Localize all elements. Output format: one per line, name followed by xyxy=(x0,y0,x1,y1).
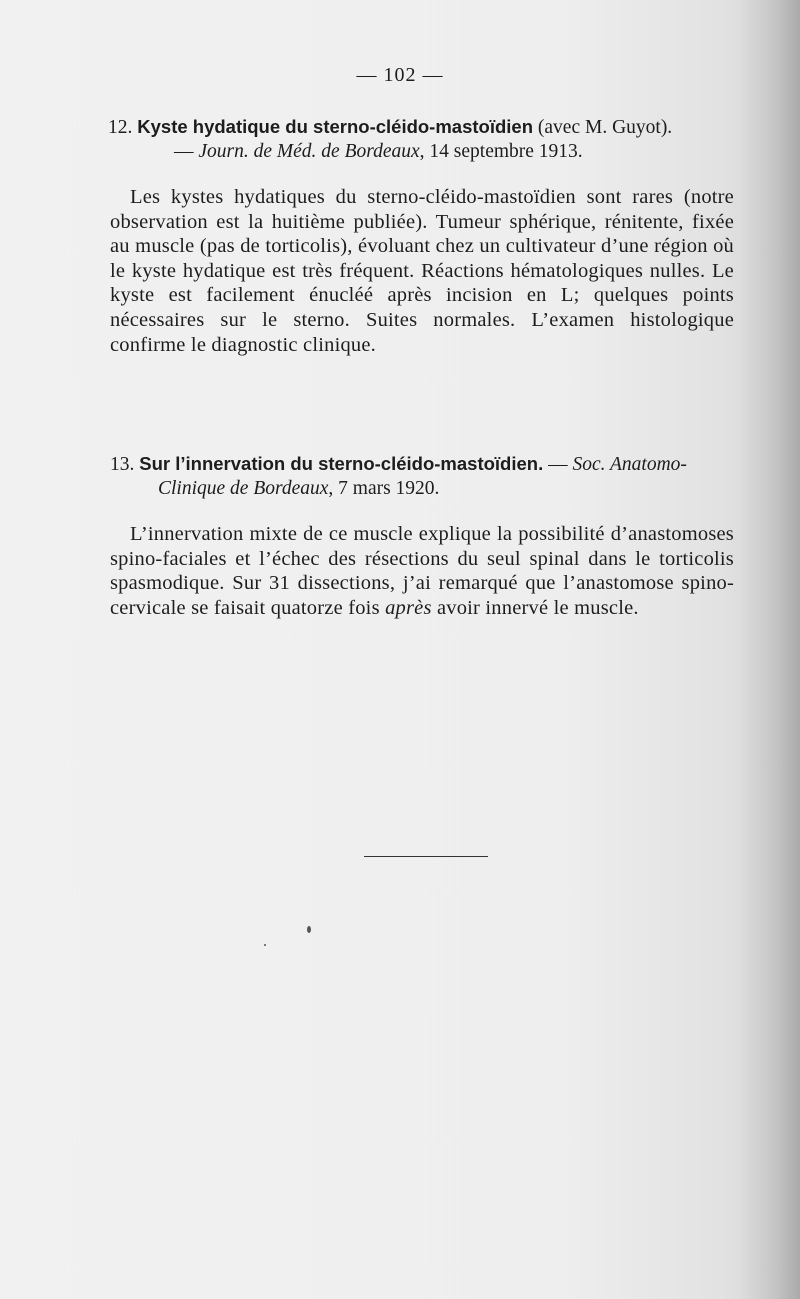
body-emphasis: après xyxy=(385,596,432,619)
entry-citation xyxy=(108,140,738,164)
paper-speck xyxy=(264,944,266,946)
entry-title: Sur l’innervation du sterno-cléido-mastoïdien. xyxy=(139,453,544,474)
page-number: — 102 — xyxy=(356,64,444,86)
citation-dash: — xyxy=(174,141,199,162)
entry-citation xyxy=(110,477,740,501)
entry-13-heading xyxy=(110,452,740,501)
body-text-part: L’innervation mixte de ce muscle explique la possibilité d’anastomoses spino-faciales et l’échec des résections du seul spinal dans le torticolis spasmodique. Sur 31 dissections, j’ai remarqué que l’anastomose spino-cervicale se faisait quatorze fois xyxy=(110,523,734,619)
entry-12-body: Les kystes hydatiques du sterno-cléido-mastoïdien sont rares (notre observation est la huitième publiée). Tumeur sphérique, rénitente, fixée au muscle (pas de torticolis), évoluant chez un cultivateur d’une région où le kyste hydatique est très fréquent. Réactions hématologiques nulles. Le kyste est facilement énucléé après incision en L; quelques points nécessaires sur le sterno. Suites normales. L’examen histologique confirme le diagnostic clinique. xyxy=(110,186,734,356)
journal-name-part1: Soc. Anatomo- xyxy=(572,454,687,475)
entry-coauthor: (avec M. Guyot). xyxy=(533,117,673,138)
journal-name-part2: Clinique de Bordeaux xyxy=(158,478,329,499)
entry-12-heading xyxy=(108,115,738,164)
entry-title: Kyste hydatique du sterno-cléido-mastoïdien xyxy=(137,116,534,137)
citation-dash: — xyxy=(543,454,573,475)
binding-shadow xyxy=(740,0,800,1299)
body-text-part: avoir innervé le muscle. xyxy=(431,596,639,619)
paper-speck xyxy=(307,926,311,933)
journal-date: , 14 septembre 1913. xyxy=(419,141,583,162)
journal-date: , 7 mars 1920. xyxy=(328,478,440,499)
entry-number: 13. xyxy=(110,454,135,475)
entry-13-body xyxy=(110,522,734,620)
entry-number: 12. xyxy=(108,117,133,138)
section-divider xyxy=(364,856,488,857)
journal-name: Journ. de Méd. de Bordeaux xyxy=(198,141,420,162)
